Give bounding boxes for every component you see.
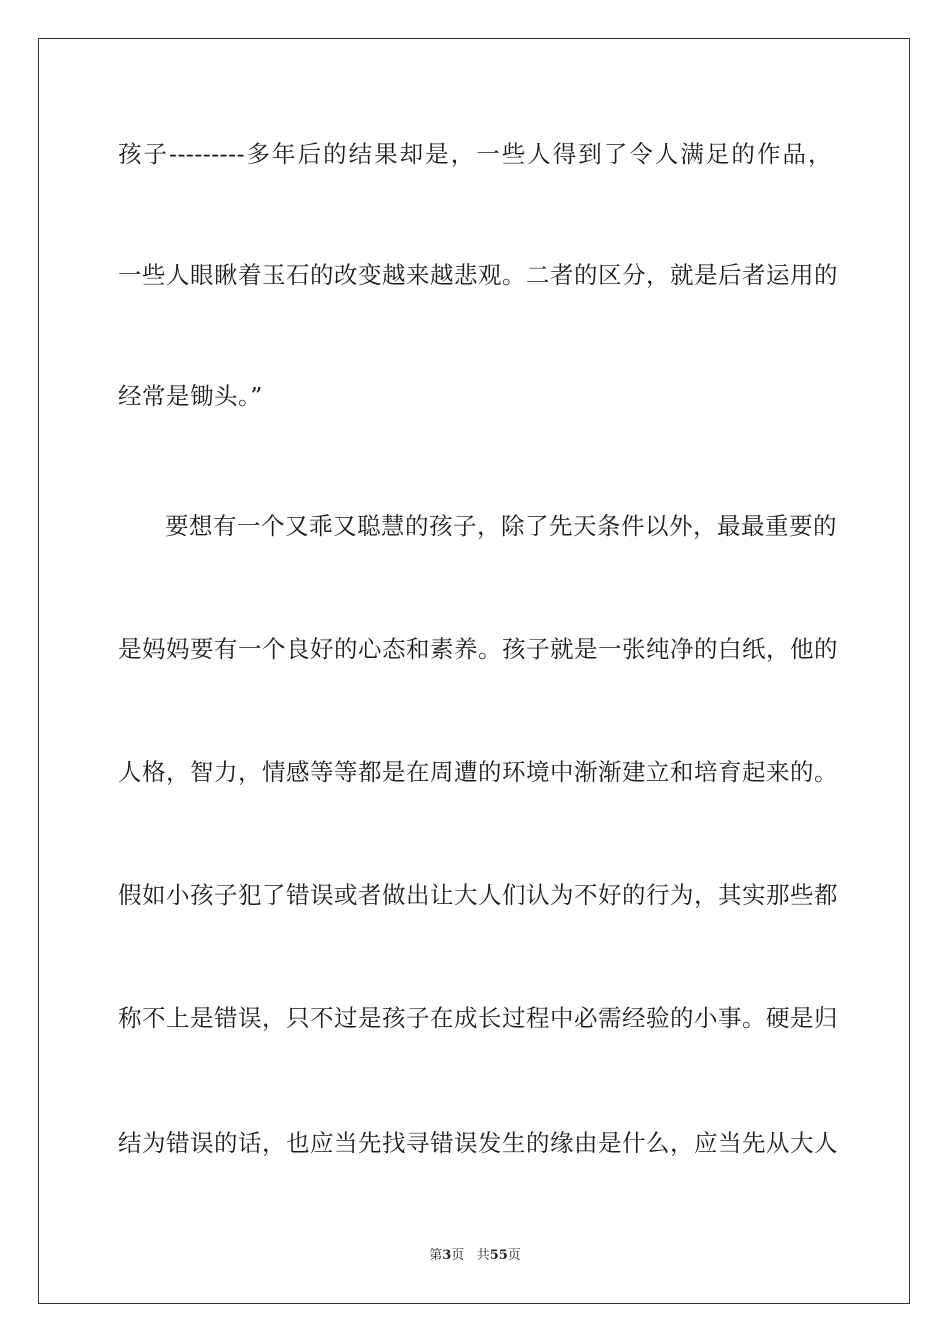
text-line-9: 结为错误的话，也应当先找寻错误发生的缘由是什么，应当先从大人 xyxy=(118,1129,838,1157)
text-line-3: 经常是锄头。” xyxy=(118,382,263,410)
text-line-5: 是妈妈要有一个良好的心态和素养。孩子就是一张纯净的白纸，他的 xyxy=(118,635,838,663)
text-line-2: 一些人眼瞅着玉石的改变越来越悲观。二者的区分，就是后者运用的 xyxy=(118,261,838,289)
page-number: 3 xyxy=(442,1248,452,1263)
text-line-4: 要想有一个又乖又聪慧的孩子，除了先天条件以外，最最重要的 xyxy=(165,512,837,540)
total-suffix: 页 xyxy=(507,1248,521,1263)
total-prefix: 共 xyxy=(476,1248,490,1263)
page-border xyxy=(38,38,910,1304)
text-line-8: 称不上是错误，只不过是孩子在成长过程中必需经验的小事。硬是归 xyxy=(118,1004,838,1032)
page-suffix: 页 xyxy=(451,1248,465,1263)
page-prefix: 第 xyxy=(429,1248,443,1263)
text-line-7: 假如小孩子犯了错误或者做出让大人们认为不好的行为，其实那些都 xyxy=(118,881,838,909)
total-pages: 55 xyxy=(489,1248,508,1263)
text-line-1: 孩子---------多年后的结果却是，一些人得到了令人满足的作品， xyxy=(118,140,832,168)
page-footer xyxy=(0,1247,950,1265)
text-line-6: 人格，智力，情感等等都是在周遭的环境中渐渐建立和培育起来的。 xyxy=(118,758,838,786)
